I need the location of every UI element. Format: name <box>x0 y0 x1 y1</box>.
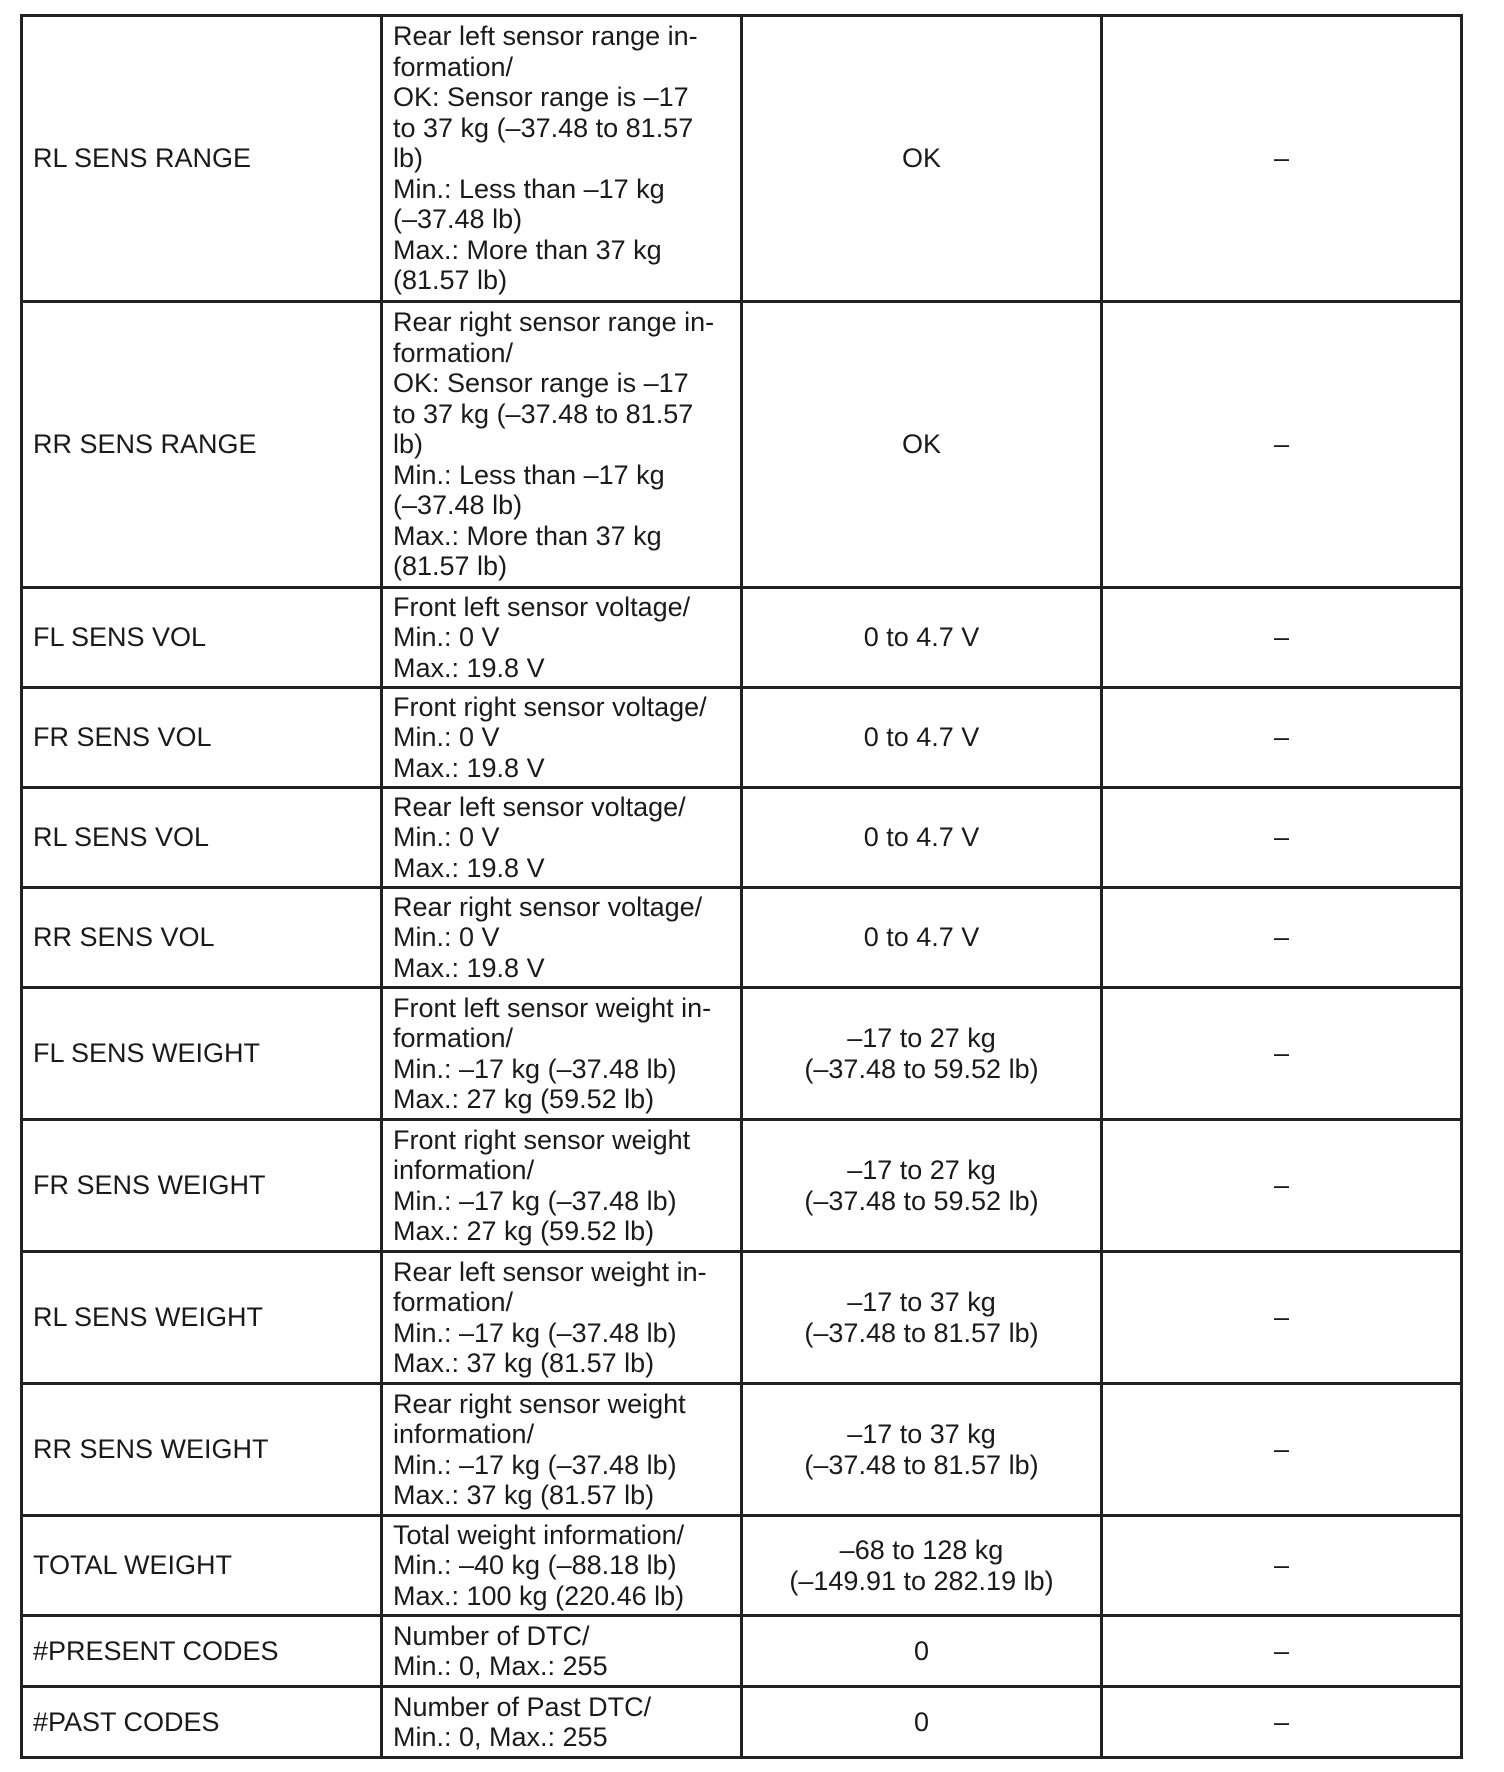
diagnostic-note-cell: – <box>1102 688 1462 788</box>
description-line: formation/ <box>393 1023 514 1053</box>
measurement-item-cell <box>382 688 742 788</box>
description-line: Max.: 37 kg (81.57 lb) <box>393 1348 655 1378</box>
item-name-cell: FL SENS VOL <box>22 588 382 688</box>
condition-line: OK <box>901 429 941 460</box>
description-line: Min.: –17 kg (–37.48 lb) <box>393 1449 677 1480</box>
table-row <box>22 888 1462 988</box>
description-line: Min.: 0 V <box>393 822 500 853</box>
description-line: formation/ <box>393 1287 514 1317</box>
description-line: information/ <box>393 1419 535 1449</box>
condition-line: (–37.48 to 59.52 lb) <box>804 1053 1039 1084</box>
condition-line: (–37.48 to 81.57 lb) <box>804 1317 1039 1348</box>
item-name-cell: RR SENS RANGE <box>22 302 382 588</box>
normal-condition-cell <box>742 888 1102 988</box>
condition-line: (–37.48 to 59.52 lb) <box>804 1185 1039 1216</box>
description-line: Max.: 27 kg (59.52 lb) <box>393 1216 655 1246</box>
measurement-item-cell <box>382 1252 742 1384</box>
description-line: Min.: –17 kg (–37.48 lb) <box>393 1185 677 1216</box>
condition-line: 0 to 4.7 V <box>863 722 980 753</box>
description-line: lb) <box>393 429 424 460</box>
item-name-cell: RL SENS RANGE <box>22 16 382 302</box>
diagnostic-note-cell: – <box>1102 1687 1462 1758</box>
normal-condition-cell <box>742 1120 1102 1252</box>
normal-condition-cell <box>742 588 1102 688</box>
description-line: formation/ <box>393 51 514 82</box>
table-row <box>22 1687 1462 1758</box>
condition-line: –17 to 27 kg <box>847 1155 996 1185</box>
description-line: Max.: 19.8 V <box>393 652 545 683</box>
table-row <box>22 1384 1462 1516</box>
table-row <box>22 1616 1462 1687</box>
description-line: Min.: 0 V <box>393 922 500 953</box>
diagnostic-note-cell: – <box>1102 888 1462 988</box>
diagnostic-note-cell: – <box>1102 1616 1462 1687</box>
table-row <box>22 16 1462 302</box>
item-name-cell: FR SENS VOL <box>22 688 382 788</box>
condition-line: –17 to 37 kg <box>847 1419 996 1449</box>
table-row <box>22 588 1462 688</box>
description-line: Front left sensor weight in- <box>393 992 712 1023</box>
normal-condition-cell <box>742 16 1102 302</box>
normal-condition-cell <box>742 1252 1102 1384</box>
condition-line: OK <box>901 143 941 174</box>
description-line: to 37 kg (–37.48 to 81.57 <box>393 398 694 429</box>
diagnostic-note-cell: – <box>1102 1252 1462 1384</box>
condition-line: (–37.48 to 81.57 lb) <box>804 1449 1039 1480</box>
measurement-item-cell <box>382 1516 742 1616</box>
description-line: formation/ <box>393 337 514 368</box>
measurement-item-cell <box>382 988 742 1120</box>
description-line: Min.: –40 kg (–88.18 lb) <box>393 1550 677 1581</box>
normal-condition-cell <box>742 1687 1102 1758</box>
item-name-cell: #PRESENT CODES <box>22 1616 382 1687</box>
description-line: Max.: 100 kg (220.46 lb) <box>393 1580 685 1611</box>
normal-condition-cell <box>742 1516 1102 1616</box>
item-name-cell: RL SENS VOL <box>22 788 382 888</box>
description-line: to 37 kg (–37.48 to 81.57 <box>393 112 694 143</box>
description-line: Min.: 0 V <box>393 722 500 753</box>
condition-line: 0 to 4.7 V <box>863 822 980 853</box>
description-line: Number of DTC/ <box>393 1620 590 1651</box>
description-line: Rear left sensor weight in- <box>393 1256 707 1287</box>
description-line: (81.57 lb) <box>393 265 508 296</box>
description-line: Max.: 19.8 V <box>393 852 545 883</box>
item-name-cell: TOTAL WEIGHT <box>22 1516 382 1616</box>
condition-line: 0 to 4.7 V <box>863 922 980 953</box>
data-list-table <box>20 14 1463 1759</box>
table-row <box>22 988 1462 1120</box>
measurement-item-cell <box>382 888 742 988</box>
measurement-item-cell <box>382 788 742 888</box>
condition-line: –68 to 128 kg <box>839 1535 1004 1565</box>
description-line: Min.: –17 kg (–37.48 lb) <box>393 1053 677 1084</box>
diagnostic-note-cell: – <box>1102 1384 1462 1516</box>
description-line: OK: Sensor range is –17 <box>393 82 689 113</box>
measurement-item-cell <box>382 588 742 688</box>
description-line: Max.: 27 kg (59.52 lb) <box>393 1084 655 1114</box>
description-line: Rear left sensor voltage/ <box>393 791 686 822</box>
description-line: Max.: More than 37 kg <box>393 520 662 551</box>
description-line: Min.: –17 kg (–37.48 lb) <box>393 1317 677 1348</box>
item-name-cell: RL SENS WEIGHT <box>22 1252 382 1384</box>
diagnostic-note-cell: – <box>1102 788 1462 888</box>
table-row <box>22 1120 1462 1252</box>
measurement-item-cell <box>382 1616 742 1687</box>
diagnostic-note-cell: – <box>1102 1120 1462 1252</box>
measurement-item-cell <box>382 1120 742 1252</box>
condition-line: –17 to 27 kg <box>847 1023 996 1053</box>
description-line: Max.: 19.8 V <box>393 752 545 783</box>
description-line: Front left sensor voltage/ <box>393 591 691 622</box>
description-line: Rear right sensor range in- <box>393 307 715 338</box>
description-line: Max.: 19.8 V <box>393 952 545 983</box>
description-line: (81.57 lb) <box>393 551 508 582</box>
description-line: Total weight information/ <box>393 1519 685 1550</box>
table-row <box>22 1516 1462 1616</box>
normal-condition-cell <box>742 302 1102 588</box>
item-name-cell: #PAST CODES <box>22 1687 382 1758</box>
table-row <box>22 302 1462 588</box>
description-line: lb) <box>393 143 424 174</box>
description-line: Max.: More than 37 kg <box>393 234 662 265</box>
normal-condition-cell <box>742 1384 1102 1516</box>
description-line: Rear right sensor voltage/ <box>393 891 703 922</box>
description-line: Rear left sensor range in- <box>393 21 698 52</box>
description-line: information/ <box>393 1155 535 1185</box>
diagnostic-note-cell: – <box>1102 16 1462 302</box>
normal-condition-cell <box>742 688 1102 788</box>
condition-line: (–149.91 to 282.19 lb) <box>789 1565 1054 1596</box>
measurement-item-cell <box>382 302 742 588</box>
condition-line: –17 to 37 kg <box>847 1287 996 1317</box>
condition-line: 0 <box>913 1706 930 1737</box>
item-name-cell: RR SENS VOL <box>22 888 382 988</box>
table-body <box>22 16 1462 1758</box>
description-line: Min.: Less than –17 kg <box>393 459 665 490</box>
diagnostic-note-cell: – <box>1102 588 1462 688</box>
description-line: Number of Past DTC/ <box>393 1691 652 1722</box>
description-line: OK: Sensor range is –17 <box>393 368 689 399</box>
normal-condition-cell <box>742 988 1102 1120</box>
diagnostic-note-cell: – <box>1102 988 1462 1120</box>
table-row <box>22 688 1462 788</box>
item-name-cell: FL SENS WEIGHT <box>22 988 382 1120</box>
description-line: Front right sensor weight <box>393 1124 691 1155</box>
description-line: Rear right sensor weight <box>393 1388 686 1419</box>
table-row <box>22 1252 1462 1384</box>
normal-condition-cell <box>742 788 1102 888</box>
description-line: Max.: 37 kg (81.57 lb) <box>393 1480 655 1510</box>
measurement-item-cell <box>382 16 742 302</box>
normal-condition-cell <box>742 1616 1102 1687</box>
description-line: (–37.48 lb) <box>393 204 523 235</box>
description-line: Min.: Less than –17 kg <box>393 173 665 204</box>
description-line: Min.: 0 V <box>393 622 500 653</box>
table-row <box>22 788 1462 888</box>
item-name-cell: RR SENS WEIGHT <box>22 1384 382 1516</box>
diagnostic-note-cell: – <box>1102 302 1462 588</box>
measurement-item-cell <box>382 1687 742 1758</box>
description-line: Front right sensor voltage/ <box>393 691 707 722</box>
item-name-cell: FR SENS WEIGHT <box>22 1120 382 1252</box>
description-line: Min.: 0, Max.: 255 <box>393 1651 608 1681</box>
measurement-item-cell <box>382 1384 742 1516</box>
description-line: (–37.48 lb) <box>393 490 523 521</box>
diagnostic-note-cell: – <box>1102 1516 1462 1616</box>
condition-line: 0 to 4.7 V <box>863 622 980 653</box>
condition-line: 0 <box>913 1635 930 1666</box>
description-line: Min.: 0, Max.: 255 <box>393 1722 608 1752</box>
